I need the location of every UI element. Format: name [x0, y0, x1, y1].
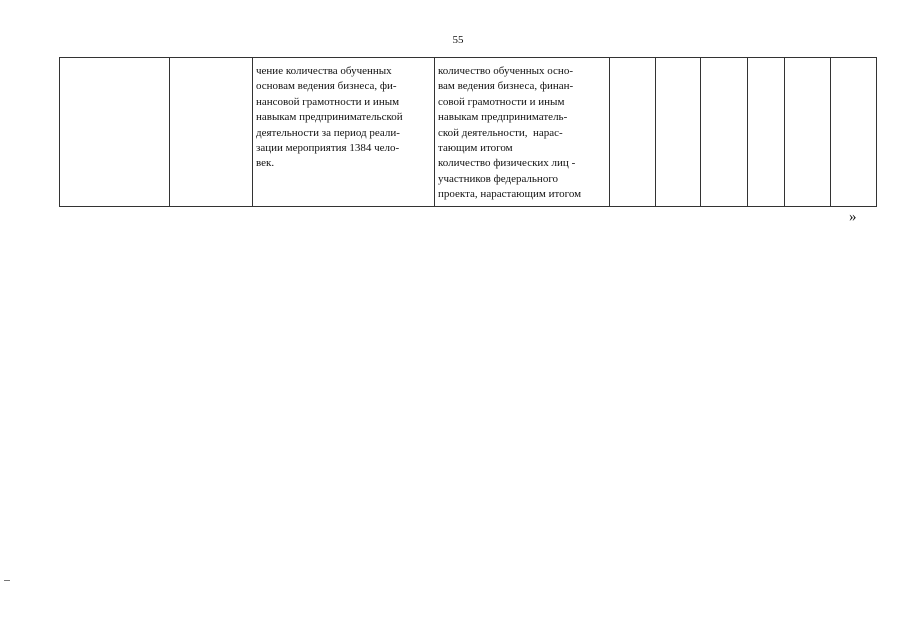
page-number: 55 — [452, 34, 464, 46]
cell-5-text — [610, 58, 655, 64]
cell-6-text — [656, 58, 700, 64]
table-cell-5 — [610, 58, 656, 207]
cell-8-text — [748, 58, 784, 64]
cell-10-text — [831, 58, 876, 64]
table-cell-result-description — [253, 58, 435, 207]
table-cell-1 — [60, 58, 170, 207]
table-cell-6 — [656, 58, 701, 207]
margin-mark — [4, 580, 10, 581]
table-row — [60, 58, 877, 207]
result-description-text: чение количества обученных основам ведения бизнеса, фи- нансовой грамотности и иным навыкам предпринимательской деятельности за период реали- зации мероприятия 1384 чело- век. — [256, 65, 403, 170]
table-cell-indicator-description — [435, 58, 610, 207]
cell-9-text — [785, 58, 830, 64]
table-cell-2 — [170, 58, 253, 207]
cell-7-text — [701, 58, 747, 64]
indicator-description-text: количество обученных осно- вам ведения бизнеса, финан- совой грамотности и иным навыкам предприниматель- ской деятельности, нарас- тающим итогом количество физических лиц - участников федерального проекта, нарастающим итогом — [438, 65, 582, 201]
table-cell-7 — [701, 58, 748, 207]
cell-2-text — [170, 58, 252, 64]
table-cell-8 — [748, 58, 785, 207]
table-cell-9 — [785, 58, 831, 207]
continuation-table — [59, 57, 877, 207]
table-cell-10 — [831, 58, 877, 207]
cell-1-text — [60, 58, 169, 64]
closing-quote-mark: » — [849, 209, 857, 225]
